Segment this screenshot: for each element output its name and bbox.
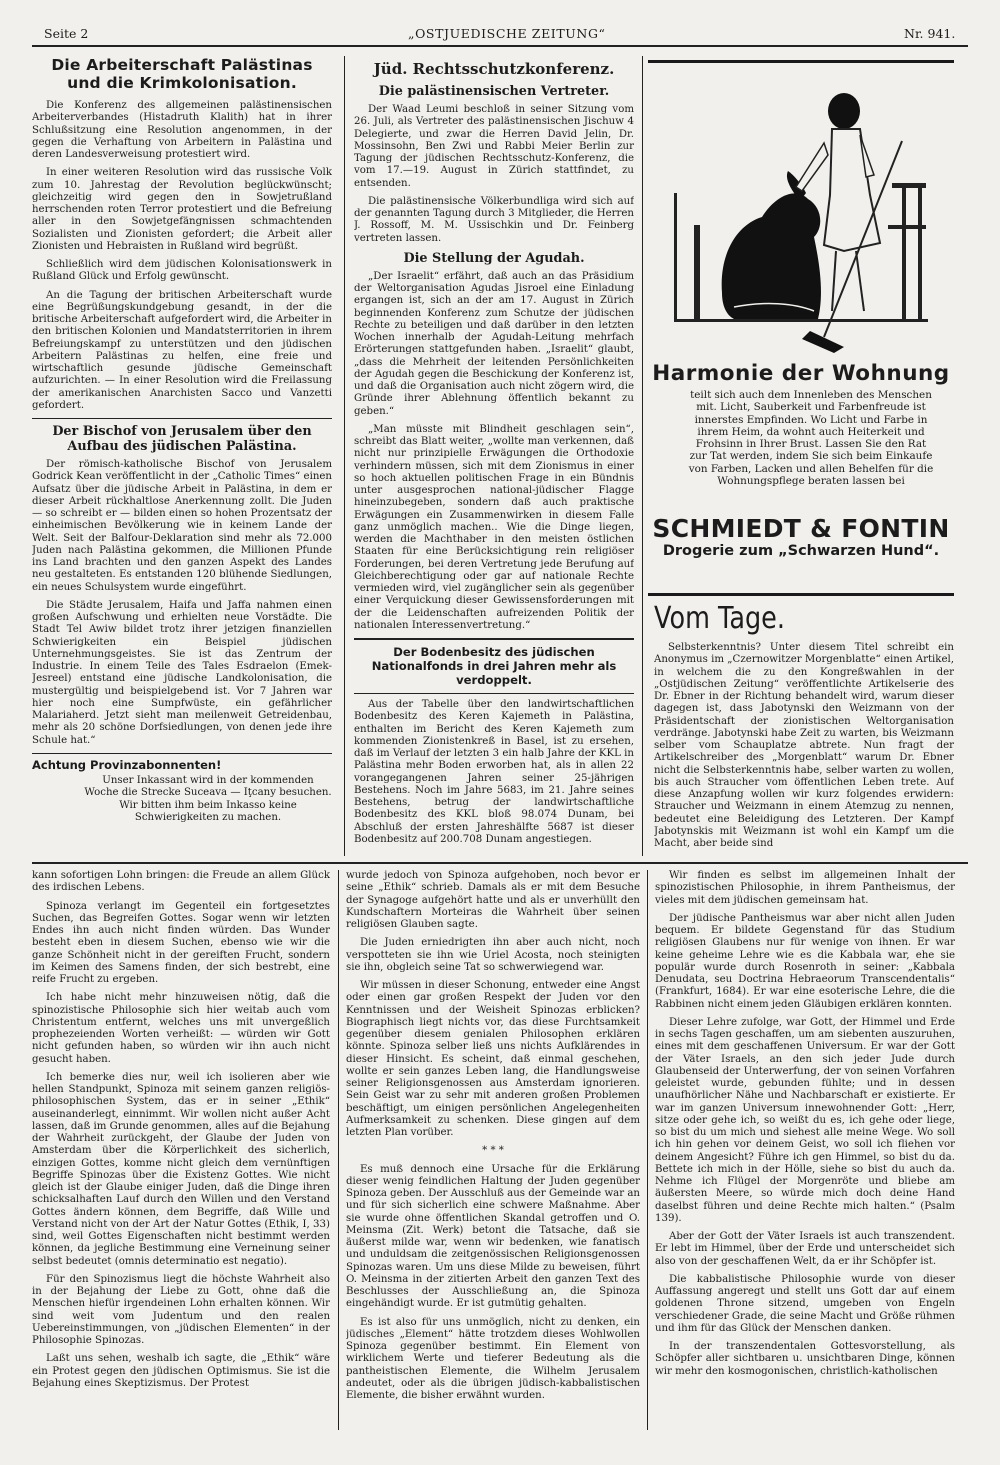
article-divider — [32, 753, 332, 754]
article-paragraph: Ich habe nicht mehr hinzuweisen nötig, daß die spinozistische Philosophie sich hier weitab auch vom Christentum entfernt, welches uns mit unvergeßlich prophezeienden Worten verheißt: — würden wir Gott nicht gefunden haben, so würden wir ihn auch nicht gesucht haben. — [32, 992, 330, 1065]
article-paragraph: Wir müssen in dieser Schonung, entweder eine Angst oder einen gar großen Respekt der Juden vor den Kenntnissen und der Weisheit Spinozas erblicken? Biographisch liegt nichts vor, das diese Furchtsamkeit gegenüber diesem genialen Philosophen erklären könnte. Spinoza selber ließ uns nichts Aufklärendes in dieser Hinsicht. Es scheint, daß einmal geschehen, wollte er sein ganzes Leben lang, die Handlungsweise seiner Religionsgenossen aus Amsterdam ignorieren. Sein Geist war zu sehr mit anderen großen Problemen beschäftigt, um einigen persönlichen Angelegenheiten Aufmerksamkeit zu schenken. Diese gingen auf dem letzten Plan vorüber. — [346, 980, 640, 1138]
article-subtitle: Die Stellung der Agudah. — [403, 250, 585, 266]
page-number: Seite 2 — [44, 26, 89, 41]
article-paragraph: Laßt uns sehen, weshalb ich sagte, die „Ethik“ wäre ein Protest gegen den jüdischen Optimismus. Sie ist die Bejahung eines Skeptizismus. Der Protest — [32, 1353, 330, 1389]
article-paragraph: Der römisch-katholische Bischof von Jerusalem Godrick Kean veröffentlicht in der „Catholic Times“ einen Aufsatz über die jüdische Arbeit in Palästina, in dem er dieser Arbeit rückhaltlose Anerkennung zollt. Die Juden — so schreibt er — bilden einen so hohen Prozentsatz der einheimischen Bevölkerung wie in keinem Lande der Welt. Seit der Balfour-Deklaration sind mehr als 72.000 Juden nach Palästina gekommen, die Millionen Pfunde ins Land brachten und den ganzen Aspekt des Landes neu gestalteten. Es entstanden 120 blühende Siedlungen, ein neues Schulsystem wurde eingeführt. — [32, 459, 332, 593]
article-paragraph: Die Konferenz des allgemeinen palästinensischen Arbeiterverbandes (Histadruth Klalith) hat in ihrer Schlußsitzung eine Resolution angenommen, in der gegen die Verhaftung von Arbeitern in Palästina und deren Landesverweisung protestiert wird. — [32, 100, 332, 160]
column-lower-middle — [346, 870, 640, 1436]
article-title: Die Arbeiterschaft Palästinas und die Krimkolonisation. — [51, 56, 313, 92]
article-divider — [354, 638, 634, 640]
article-paragraph: Ich bemerke dies nur, weil ich isolieren aber wie hellen Standpunkt, Spinoza mit seinem ganzen religiös-philosophischen System, das er in seiner „Ethik“ auseinanderlegt, einnimmt. Wir wollen nicht außer Acht lassen, daß im Grunde genommen, alles auf die Bejahung der Wahrheit zurückgeht, der Glaube der Juden von Amsterdam über die Körperlichkeit des sicherlich, einzigen Gottes, komme nicht gleich dem vernünftigen Begriffe Spinozas über die Existenz Gottes. Wie nicht gleich ist der Glaube einiger Juden, daß die Dinge ihren schicksalhaften Lauf durch den Willen und den Verstand Gottes ändern können, dem Begriffe, daß Wille und Verstand nicht von der Art der Natur Gottes (Ethik, I, 33) sind, weil Gottes Eigenschaften nicht bestimmt werden können, da jegliche Bestimmung eine Verneinung seiner selbst bedeutet (omnis determinatio est negatio). — [32, 1071, 330, 1267]
issue-number: Nr. 941. — [904, 26, 956, 41]
section-rule — [32, 862, 968, 864]
newspaper-title: „OSTJUEDISCHE ZEITUNG“ — [408, 26, 606, 41]
article-paragraph: Die Städte Jerusalem, Haifa und Jaffa nahmen einen großen Aufschwung und erhielten neue Vorstädte. Die Stadt Tel Awiw bildet trotz ihrer jetzigen finanziellen Schwierigkeiten ein Beispiel jüdischen Unternehmungsgeistes. Sie ist das Zentrum der Industrie. In einem Teile des Tales Esdraelon (Emek-Jesreel) entstand eine jüdische Landkolonisation, die mustergültig und beispielgebend ist. Vor 7 Jahren war hier noch eine Sumpfwüste, ein gefährlicher Malariaherd. Jetzt sieht man meilenweit Getreidenbau, mehr als 20 schöne Dorfsiedlungen, von denen jede ihre Schule hat.“ — [32, 599, 332, 746]
article-paragraph: kann sofortigen Lohn bringen: die Freude an allem Glück des irdischen Lebens. — [32, 870, 330, 894]
article-paragraph: wurde jedoch von Spinoza aufgehoben, noch bevor er seine „Ethik“ schrieb. Damals als er mit dem Besuche der Synagoge aufgehört hatte und als er unverhüllt den Kundschaftern Morteiras die Wahrheit über seinen religiösen Glauben sagte. — [346, 870, 640, 930]
notice-box — [32, 775, 332, 824]
column-divider — [344, 56, 345, 856]
column-divider — [338, 870, 339, 1430]
notice-title: Achtung Provinzabonnenten! — [32, 757, 222, 772]
woman-with-dog-illustration — [674, 75, 928, 357]
article-paragraph: Selbsterkenntnis? Unter diesem Titel schreibt ein Anonymus im „Czernowitzer Morgenblatte“ einen Artikel, in welchem die zu den Kongreßwahlen in der „Ostjüdischen Zeitung“ veröffentlichte Artikelserie des Dr. Ebner in der Richtung behandelt wird, warum dieser dagegen ist, dass Jabotynski den Weizmann von der Präsidentschaft der zionistischen Weltorganisation verdränge. Jabotynski habe Zeit zu warten, bis Weizmann selber vom Schauplatze abtrete. Nun fragt der Artikelschreiber des „Morgenblatt“ warum Dr. Ebner nicht die Selbsterkenntnis habe, selber warten zu wollen, bis auch Straucher vom öffentlichen Leben trete. Auf diese Anzapfung wollen wir kurz folgendes erwidern: Straucher und Weizmann in einem Atemzug zu nennen, bedeutet eine Beleidigung des Letzteren. Der Kampf Jabotynskis mit Weizmann ist wohl ein Kampf um die Macht, aber beide sind — [654, 642, 954, 849]
article-subtitle: Die palästinensischen Vertreter. — [378, 84, 610, 99]
article-paragraph: Spinoza verlangt im Gegenteil ein fortgesetztes Suchen, das Begreifen Gottes. Sogar wenn wir letzten Endes ihn auch nicht finden würden. Das Wunder besteht eben in diesem Suchen, ebenso wie wir die ganze Schönheit nicht in der gereiften Frucht, sondern im Keimen des Samens finden, der sich bestrebt, eine reife Frucht zu ergeben. — [32, 900, 330, 985]
ad-headline: Harmonie der Wohnung — [652, 361, 950, 386]
column-upper-left — [32, 56, 332, 856]
column-vom-tage — [654, 602, 954, 856]
article-title: Der Bischof von Jerusalem über den Aufbau des jüdischen Palästina. — [52, 424, 312, 454]
article-paragraph: „Der Israelit“ erfährt, daß auch an das Präsidium der Weltorganisation Agudas Jisroel eine Einladung ergangen ist, sich an der am 17. August in Zürich beginnenden Konferenz zum Schutze der jüdischen Rechte zu beteiligen und daß darüber in den letzten Wochen innerhalb der Agudah-Leitung mehrfach Erörterungen stattgefunden haben. „Israelit“ glaubt, „dass die Mehrheit der leitenden Persönlichkeiten der Agudah gegen die Beschickung der Konferenz ist, und daß die Organisation auch nicht zögern wird, die Gründe ihrer Ablehnung öffentlich bekannt zu geben.“ — [354, 270, 634, 417]
article-title: Der Bodenbesitz des jüdischen Nationalfonds in drei Jahren mehr als verdoppelt. — [371, 645, 617, 687]
article-paragraph: Dieser Lehre zufolge, war Gott, der Himmel und Erde in sechs Tagen geschaffen, um am siebenten auszuruhen, eines mit dem geschaffenen Universum. Er war der Gott der Väter Israels, an den sich jeder Jude durch Glaubenseid der Unterwerfung, der von seinen Vorfahren geleistet wurde, gebunden fühlte; und in dessen unaufhörlicher Nähe und Nachbarschaft er existierte. Er war im ganzen Universum innewohnender Gott: „Herr, sitze oder gehe ich, so weißt du es, ich gehe oder liege, so bist du um mich und siehest alle meine Wege. Wo soll ich hin gehen vor deinem Geist, wo soll ich fliehen vor deinem Angesicht? Führe ich gen Himmel, so bist du da. Bettete ich mich in der Hölle, siehe so bist du auch da. Nehme ich Flügel der Morgenröte und bliebe am äußersten Meere, so würde mich doch deine Hand daselbst führen und deine Rechte mich halten.“ (Psalm 139). — [655, 1016, 955, 1224]
article-paragraph: Aus der Tabelle über den landwirtschaftlichen Bodenbesitz des Keren Kajemeth in Palästina, enthalten im Bericht des Keren Kajemeth zum kommenden Zionistenkreß in Basel, ist zu ersehen, daß im Verlauf der letzten 3 ein halb Jahre der KKL in Palästina mehr Boden erworben hat, als in allen 22 vorangegangenen Jahren seiner 25-jährigen Bestehens. Noch im Jahre 5683, im 21. Jahre seines Bestehens, betrug der landwirtschaftliche Bodenbesitz des KKL bloß 98.074 Dunam, bei Abschluß der ersten Jahreshälfte 5687 ist dieser Bodenbesitz auf 200.708 Dunam angestiegen. — [354, 699, 634, 845]
column-lower-right — [655, 870, 955, 1436]
article-paragraph: „Man müsste mit Blindheit geschlagen sein“, schreibt das Blatt weiter, „wollte man verkennen, daß nicht nur prinzipielle Erwägungen die Orthodoxie verhindern müssen, sich mit dem Zionismus in einer so hoch aktuellen politischen Frage in ein Bündnis unter ausgesprochen national-jüdischer Flagge hineinzubegeben, sondern daß auch praktische Erwägungen ein Zusammenwirken in diesem Falle ganz unmöglich machen.. Wie die Dinge liegen, werden die Machthaber in den meisten östlichen Staaten für eine Berücksichtigung rein religiöser Forderungen, bei deren Vertretung jede Berufung auf Gleichberechtigung oder gar auf nationale Rechte vermieden wird, viel zugänglicher sein als gegenüber einer Verquickung dieser Gewissensforderungen mit der die Leidenschaften aufreizenden Politik der nationalen Interessenvertretung.“ — [354, 423, 634, 631]
ad-brand: SCHMIEDT & FONTIN — [652, 514, 950, 543]
column-divider — [647, 870, 648, 1430]
article-paragraph: Die kabbalistische Philosophie wurde von dieser Auffassung angeregt und stellt uns Gott dar auf einem goldenen Throne sitzend, umgeben von Engeln verschiedener Grade, die seine Macht und Größe rühmen und ihm für das Glück der Menschen danken. — [655, 1273, 955, 1334]
article-paragraph: An die Tagung der britischen Arbeiterschaft wurde eine Begrüßungskundgebung gesandt, in der die britische Arbeiterschaft aufgefordert wird, die Arbeiter in den britischen Kolonien und Mandatsterritorien in ihrem Befreiungskampf zu unterstützen und den jüdischen Arbeitern Palästinas zu helfen, eine freie und wirtschaftlich gesunde jüdische Gemeinschaft aufzurichten. — In einer Resolution wird die Freilassung der amerikanischen Anarchisten Sacco und Vanzetti gefordert. — [32, 289, 332, 411]
article-title: Jüd. Rechtsschutzkonferenz. — [373, 60, 615, 78]
article-divider — [32, 418, 332, 419]
article-paragraph: Aber der Gott der Väter Israels ist auch transzendent. Er lebt im Himmel, über der Erde und unterscheidet sich also von der geschaffenen Welt, da er ihr Schöpfer ist. — [655, 1231, 955, 1267]
article-paragraph: Es muß dennoch eine Ursache für die Erklärung dieser wenig feindlichen Haltung der Juden gegenüber Spinoza geben. Der Ausschluß aus der Gemeinde war an und für sich sicherlich eine schwere Maßnahme. Aber sie wurde ohne öffentlichen Skandal getroffen und O. Meinsma (Zit. Werk) betont die Tatsache, daß sie äußerst milde war, wenn wir bedenken, wie fanatisch und unduldsam die zeitgenössischen Religionsgenossen Spinozas waren. Um uns diese Milde zu beweisen, führt O. Meinsma in der zitierten Arbeit den ganzen Text des Beschlusses der Ausschließung an, die Spinoza eingehändigt wurde. Er ist gutmütig gehalten. — [346, 1163, 640, 1310]
article-paragraph: In der transzendentalen Gottesvorstellung, als Schöpfer aller sichtbaren u. unsichtbaren Dinge, können wir mehr den kosmogonischen, christlich-katholischen — [655, 1341, 955, 1377]
article-paragraph: Es ist also für uns unmöglich, nicht zu denken, ein jüdisches „Element“ hätte trotzdem dieses Wohlwollen Spinoza gegenüber bestimmt. Ein Element von wirklichem Werte und tieferer Bedeutung als die pantheistischen Elemente, die Wilhelm Jerusalem andeutet, oder als die übrigen jüdisch-kabbalistischen Elemente, die bisher erwähnt wurden. — [346, 1316, 640, 1401]
section-stars: * * * — [482, 1145, 504, 1157]
article-paragraph: Die Juden erniedrigten ihn aber auch nicht, noch verspotteten sie ihn wie Uriel Acosta, noch steinigten sie ihn, obgleich seine Tat so schwerwiegend war. — [346, 937, 640, 973]
column-divider — [642, 56, 643, 856]
column-upper-middle — [354, 56, 634, 856]
article-paragraph: Der jüdische Pantheismus war aber nicht allen Juden bequem. Er bildete Gegenstand für das Studium religiösen Glaubens nur für wenige von ihnen. Er war keine geheime Lehre wie es die Kabbala war, ehe sie populär wurde durch Rosenroth in seiner: „Kabbala Denudata, seu Doctrina Hebraeorum Transcendentalis“ (Frankfurt, 1684). Er war eine esoterische Lehre, die die Rabbinen nicht einem jeden Gläubigen erklären konnten. — [655, 912, 955, 1010]
column-lower-left — [32, 870, 330, 1436]
article-paragraph: Schließlich wird dem jüdischen Kolonisationswerk in Rußland Glück und Erfolg gewünscht. — [32, 259, 332, 283]
advertisement — [648, 60, 954, 596]
article-paragraph: Wir finden es selbst im allgemeinen Inhalt der spinozistischen Philosophie, in ihrem Pantheismus, der vieles mit dem jüdischen gemeinsam hat. — [655, 870, 955, 906]
article-paragraph: Für den Spinozismus liegt die höchste Wahrheit also in der Bejahung der Liebe zu Gott, ohne daß die Menschen hiefür irgendeinen Lohn erhalten können. Wir sind weit vom Judentum und den realen Uebereinstimmungen, von „jüdischen Elementen“ in der Philosophie Spinozas. — [32, 1273, 330, 1346]
section-title: Vom Tage. — [654, 602, 785, 636]
article-paragraph: In einer weiteren Resolution wird das russische Volk zum 10. Jahrestag der Revolution beglückwünscht; gleichzeitig wird gegen den in Sowjetrußland herrschenden roten Terror protestiert und die Befreiung aller in den Sowjetgefängnissen schmachtenden Sozialisten und Zionisten gefordert; die Arbeit aller Zionisten und Hebraisten in Rußland wird begrüßt. — [32, 167, 332, 252]
ad-body-text: teilt sich auch dem Innenleben des Menschen mit. Licht, Sauberkeit und Farbenfreude ist innerstes Empfinden. Wo Licht und Farbe in ihrem Heim, da wohnt auch Heiterkeit und Frohsinn in Ihrer Brust. Lassen Sie den Rat zur Tat werden, indem Sie sich beim Einkaufe von Farben, Lacken und allen Behelfen für die Wohnungspflege beraten lassen bei — [688, 389, 934, 488]
header-rule — [32, 45, 968, 47]
article-paragraph: Die palästinensische Völkerbundliga wird sich auf der genannten Tagung durch 3 Mitglieder, die Herren J. Rossoff, M. M. Ussischkin und Dr. Feinberg vertreten lassen. — [354, 195, 634, 244]
article-divider — [354, 693, 634, 694]
notice-text: Unser Inkassant wird in der kommenden Woche die Strecke Suceava — Iţcany besuchen. Wir bitten ihm beim Inkasso keine Schwierigkeiten zu machen. — [84, 775, 332, 823]
article-paragraph: Der Waad Leumi beschloß in seiner Sitzung vom 26. Juli, als Vertreter des palästinensischen Jischuw 4 Delegierte, und zwar die Herren David Jelin, Dr. Mossinsohn, Ben Zwi und Rabbi Meier Berlin zur Tagung der jüdischen Rechtsschutz-Konferenz, die vom 17.—19. August in Zürich stattfindet, zu entsenden. — [354, 104, 634, 189]
ad-store-name: Drogerie zum „Schwarzen Hund“. — [662, 543, 940, 559]
